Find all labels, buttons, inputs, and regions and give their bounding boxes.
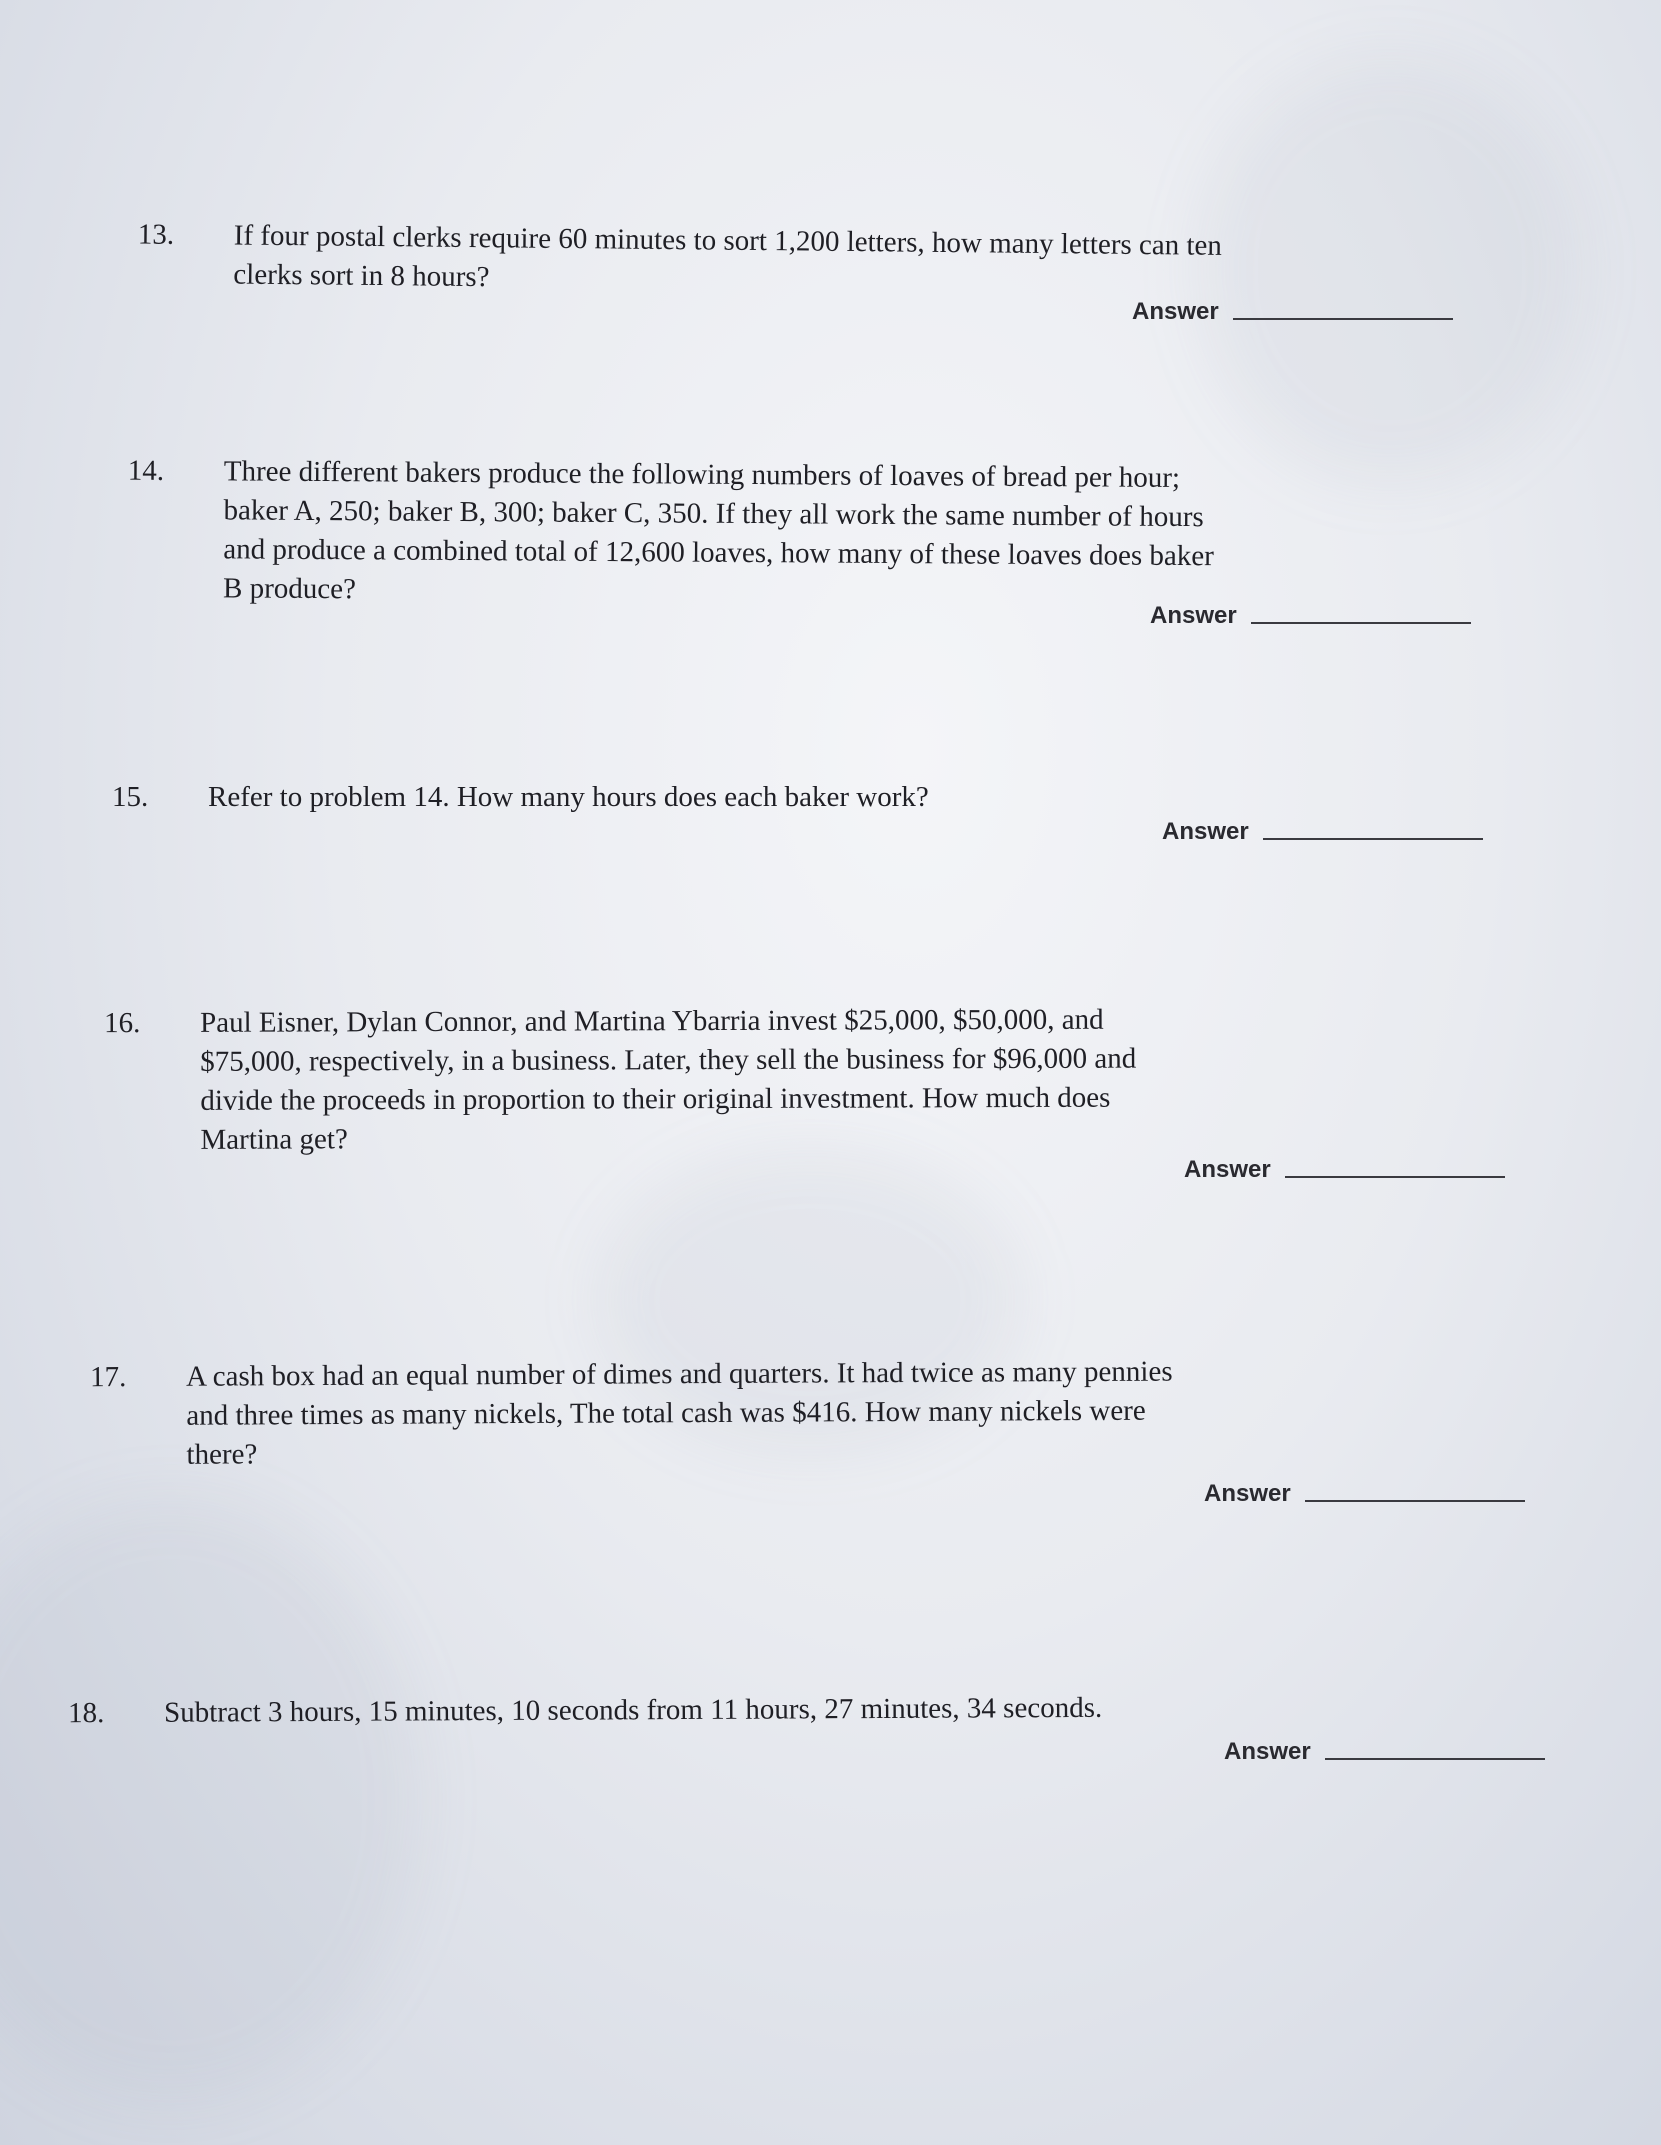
paper-shadow — [0, 1500, 420, 2100]
problem-number: 14. — [127, 454, 165, 487]
answer-row-16 — [1184, 1156, 1505, 1184]
problem-text — [152, 1039, 1392, 1082]
answer-row-13 — [1132, 298, 1453, 326]
problem-text — [90, 1351, 1438, 1397]
problem-line: there? — [186, 1438, 258, 1471]
problem-text — [152, 1117, 1392, 1160]
problem-line: and three times as many nickels, The total cash was $416. How many nickels were — [186, 1394, 1146, 1432]
answer-row-14 — [1150, 602, 1471, 630]
answer-label: Answer — [1184, 1156, 1271, 1183]
problem-text — [68, 1687, 1456, 1733]
answer-label: Answer — [1162, 818, 1249, 845]
problem-line: $75,000, respectively, in a business. Later, they sell the business for $96,000 and — [200, 1042, 1137, 1078]
answer-row-17 — [1204, 1480, 1525, 1508]
problem-13 — [137, 216, 1366, 306]
answer-label: Answer — [1132, 298, 1219, 325]
problem-text — [138, 1390, 1438, 1436]
problem-number: 13. — [137, 218, 175, 251]
problem-text — [104, 1000, 1392, 1043]
problem-text — [112, 778, 1360, 817]
problem-number: 15. — [112, 781, 149, 813]
problem-number: 18. — [68, 1697, 105, 1730]
answer-blank[interactable] — [1305, 1498, 1525, 1502]
answer-row-18 — [1224, 1738, 1545, 1766]
problem-line: clerks sort in 8 hours? — [233, 258, 490, 294]
problem-line: divide the proceeds in proportion to their original investment. How much does — [200, 1081, 1111, 1117]
problem-line: Subtract 3 hours, 15 minutes, 10 seconds from 11 hours, 27 minutes, 34 seconds. — [164, 1691, 1103, 1729]
problem-14 — [127, 452, 1386, 616]
problem-line: If four postal clerks require 60 minutes to sort 1,200 letters, how many letters can ten — [233, 219, 1223, 262]
problem-number: 17. — [90, 1361, 127, 1394]
problem-17 — [90, 1351, 1439, 1475]
problem-line: Martina get? — [200, 1123, 348, 1156]
answer-blank[interactable] — [1251, 620, 1471, 624]
problem-line: B produce? — [222, 572, 357, 606]
problem-number: 16. — [104, 1007, 141, 1040]
answer-blank[interactable] — [1233, 316, 1453, 320]
problem-line: and produce a combined total of 12,600 loaves, how many of these loaves does baker — [223, 533, 1214, 573]
answer-blank[interactable] — [1285, 1174, 1505, 1178]
problem-line: baker A, 250; baker B, 300; baker C, 350. If they all work the same number of hours — [223, 494, 1204, 534]
answer-row-15 — [1162, 818, 1483, 846]
problem-line: Refer to problem 14. How many hours does each baker work? — [208, 781, 929, 813]
answer-blank[interactable] — [1263, 836, 1483, 840]
problem-line: A cash box had an equal number of dimes and quarters. It had twice as many pennies — [186, 1355, 1173, 1393]
answer-label: Answer — [1150, 602, 1237, 629]
answer-blank[interactable] — [1325, 1756, 1545, 1760]
problem-text — [138, 1429, 1438, 1475]
problem-line: Three different bakers produce the following numbers of loaves of bread per hour; — [223, 455, 1181, 495]
problem-18 — [68, 1687, 1456, 1733]
answer-label: Answer — [1204, 1480, 1291, 1507]
problem-text — [152, 1078, 1392, 1121]
answer-label: Answer — [1224, 1738, 1311, 1765]
problem-16 — [104, 1000, 1393, 1160]
problem-line: Paul Eisner, Dylan Connor, and Martina Ybarria invest $25,000, $50,000, and — [200, 1003, 1104, 1039]
problem-15 — [112, 778, 1360, 817]
